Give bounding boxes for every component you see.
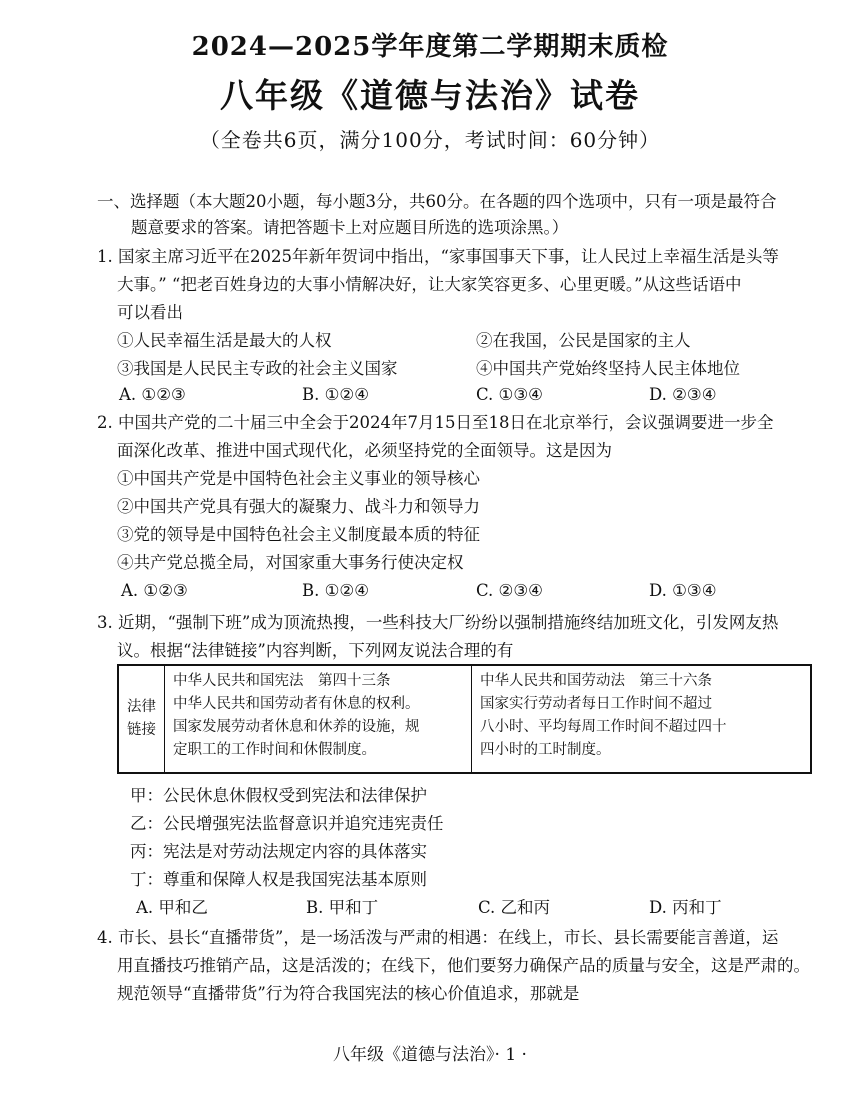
q2-option-d[interactable]: D. ①③④ xyxy=(649,581,717,600)
labor-law-article-text-3: 四小时的工时制度。 xyxy=(480,742,611,758)
q3-statement-ding: 丁：尊重和保障人权是我国宪法基本原则 xyxy=(130,870,427,889)
q3-option-b[interactable]: B. 甲和丁 xyxy=(306,898,379,917)
page-footer: 八年级《道德与法治》· 1 · xyxy=(333,1045,527,1065)
q1-statement-2: ②在我国，公民是国家的主人 xyxy=(476,331,691,350)
q2-option-a[interactable]: A. ①②③ xyxy=(121,581,188,600)
constitution-article-heading: 中华人民共和国宪法 第四十三条 xyxy=(173,673,391,689)
q2-option-c[interactable]: C. ②③④ xyxy=(476,581,543,600)
legal-link-label-bottom: 链接 xyxy=(127,722,156,738)
labor-law-article-text-2: 八小时、平均每周工作时间不超过四十 xyxy=(480,719,727,735)
q1-statement-1: ①人民幸福生活是最大的人权 xyxy=(117,331,332,350)
q4-stem-line2: 用直播技巧推销产品，这是活泼的；在线下，他们要努力确保产品的质量与安全，这是严肃的。 xyxy=(117,956,810,975)
q2-stem-line2: 面深化改革、推进中国式现代化，必须坚持党的全面领导。这是因为 xyxy=(117,441,612,460)
q3-statement-bing: 丙：宪法是对劳动法规定内容的具体落实 xyxy=(130,842,427,861)
q3-statement-yi: 乙：公民增强宪法监督意识并追究违宪责任 xyxy=(130,814,444,833)
constitution-article-text-1: 中华人民共和国劳动者有休息的权利。 xyxy=(173,696,420,712)
q3-option-d[interactable]: D. 丙和丁 xyxy=(649,898,722,917)
q3-option-a[interactable]: A. 甲和乙 xyxy=(136,898,208,917)
legal-link-table xyxy=(117,664,812,774)
q2-option-b[interactable]: B. ①②④ xyxy=(302,581,369,600)
q2-statement-2: ②中国共产党具有强大的凝聚力、战斗力和领导力 xyxy=(117,497,480,516)
constitution-article-text-2: 国家发展劳动者休息和休养的设施，规 xyxy=(173,719,420,735)
q3-stem-line1: 3. 近期，“强制下班”成为顶流热搜，一些科技大厂纷纷以强制措施终结加班文化，引发网友热 xyxy=(97,613,779,632)
exam-term-title: 2024—2025学年度第二学期期末质检 xyxy=(191,32,669,62)
labor-law-article-text-1: 国家实行劳动者每日工作时间不超过 xyxy=(480,696,712,712)
q1-stem-line1: 1. 国家主席习近平在2025年新年贺词中指出，“家事国事天下事，让人民过上幸福生活是头等 xyxy=(97,247,779,266)
constitution-article-cell xyxy=(165,665,472,773)
section-instructions-line1: 一、选择题（本大题20小题，每小题3分，共60分。在各题的四个选项中，只有一项是最符合 xyxy=(97,192,777,211)
section-instructions-line2: 题意要求的答案。请把答题卡上对应题目所选的选项涂黑。） xyxy=(131,218,569,237)
exam-subject-title: 八年级《道德与法治》试卷 xyxy=(220,76,640,115)
q3-option-c[interactable]: C. 乙和丙 xyxy=(478,898,551,917)
q1-statement-4: ④中国共产党始终坚持人民主体地位 xyxy=(476,359,740,378)
q1-stem-line2: 大事。” “把老百姓身边的大事小情解决好，让大家笑容更多、心里更暖。”从这些话语中 xyxy=(117,275,742,294)
q3-statement-jia: 甲：公民休息休假权受到宪法和法律保护 xyxy=(130,786,427,805)
legal-link-label xyxy=(118,665,165,773)
q2-statement-3: ③党的领导是中国特色社会主义制度最本质的特征 xyxy=(117,525,480,544)
q2-statement-4: ④共产党总揽全局，对国家重大事务行使决定权 xyxy=(117,553,464,572)
q2-statement-1: ①中国共产党是中国特色社会主义事业的领导核心 xyxy=(117,469,480,488)
q1-option-d[interactable]: D. ②③④ xyxy=(649,385,717,404)
q1-option-b[interactable]: B. ①②④ xyxy=(302,385,369,404)
q1-statement-3: ③我国是人民民主专政的社会主义国家 xyxy=(117,359,398,378)
labor-law-article-cell xyxy=(472,665,812,773)
q3-stem-line2: 议。根据“法律链接”内容判断，下列网友说法合理的有 xyxy=(117,641,514,660)
labor-law-article-heading: 中华人民共和国劳动法 第三十六条 xyxy=(480,673,712,689)
q4-stem-line3: 规范领导“直播带货”行为符合我国宪法的核心价值追求，那就是 xyxy=(117,984,580,1003)
q4-stem-line1: 4. 市长、县长“直播带货”，是一场活泼与严肃的相遇：在线上，市长、县长需要能言善道，运 xyxy=(97,928,779,947)
q1-option-c[interactable]: C. ①③④ xyxy=(476,385,543,404)
exam-info: （全卷共6页，满分100分，考试时间：60分钟） xyxy=(199,128,661,152)
constitution-article-text-3: 定职工的工作时间和休假制度。 xyxy=(173,742,376,758)
q1-option-a[interactable]: A. ①②③ xyxy=(119,385,186,404)
q2-stem-line1: 2. 中国共产党的二十届三中全会于2024年7月15日至18日在北京举行，会议强调要进一步全 xyxy=(97,413,774,432)
q1-stem-line3: 可以看出 xyxy=(117,303,183,322)
legal-link-label-top: 法律 xyxy=(127,699,156,715)
